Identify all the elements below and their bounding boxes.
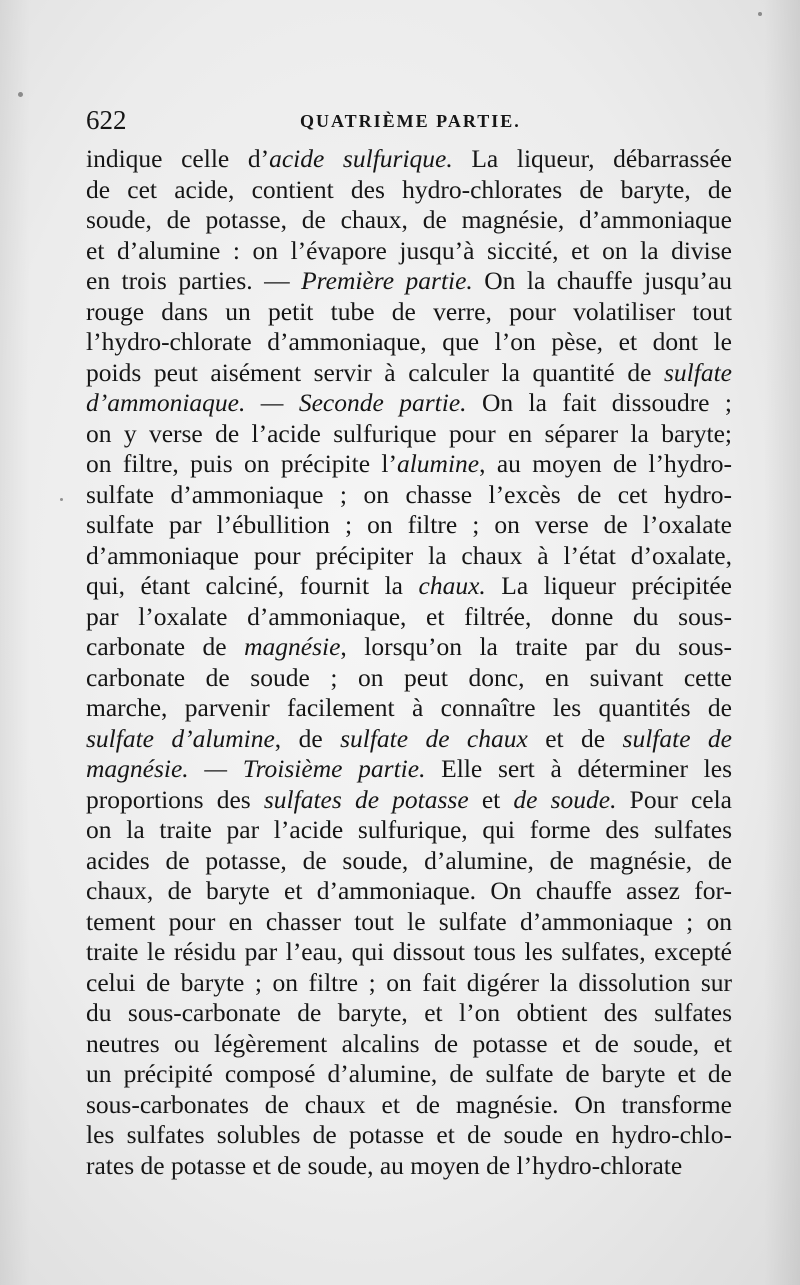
page-left-shadow	[0, 0, 30, 1285]
text-line	[86, 1029, 732, 1060]
text-run: poids peut aisément servir à calculer la quantité de	[86, 357, 664, 387]
text-line	[86, 602, 732, 633]
text-run: les sulfates solubles de potasse et de soude en hydro-chlo-	[86, 1120, 732, 1149]
text-line	[86, 266, 732, 297]
text-run: du sous-carbonate de baryte, et l’on obtient des sulfates	[86, 998, 732, 1027]
text-run: rouge dans un petit tube de verre, pour volatiliser tout	[86, 296, 732, 326]
text-line	[86, 1059, 732, 1090]
text-line	[86, 571, 732, 602]
text-line	[86, 510, 732, 541]
text-line	[86, 327, 732, 358]
text-run: sulfate par l’ébullition ; on filtre ; on verse de l’oxalate	[86, 510, 732, 539]
text-line	[86, 1090, 732, 1121]
text-run: Elle sert à déterminer les	[425, 754, 733, 783]
text-run: et d’alumine : on l’évapore jusqu’à siccité, et on la divise	[86, 235, 732, 265]
text-line	[86, 846, 732, 877]
text-run: , lorsqu’on la traite par du sous-	[340, 632, 732, 661]
italic-term: alumine	[396, 449, 480, 478]
text-line	[86, 1151, 732, 1182]
text-run: proportions des	[86, 784, 264, 814]
text-line	[86, 907, 732, 938]
text-run: on filtre, puis on précipite l’	[86, 449, 397, 478]
italic-term: d’ammoniaque. — Seconde partie.	[86, 388, 467, 417]
text-run: neutres ou légèrement alcalins de potasse et de soude, et	[86, 1028, 732, 1058]
text-run: Pour cela	[616, 784, 732, 814]
text-line	[86, 388, 732, 419]
text-line	[86, 541, 732, 572]
italic-term: magnésie	[244, 632, 341, 661]
text-line	[86, 998, 732, 1029]
text-run: on y verse de l’acide sulfurique pour en séparer la baryte;	[86, 418, 732, 448]
text-line	[86, 175, 732, 206]
text-line	[86, 419, 732, 450]
text-line	[86, 480, 732, 511]
text-run: marche, parvenir facilement à connaître les quantités de	[86, 693, 732, 722]
text-run: on la traite par l’acide sulfurique, qui forme des sulfates	[86, 815, 732, 844]
text-line	[86, 358, 732, 389]
text-line	[86, 205, 732, 236]
text-line	[86, 1120, 732, 1151]
text-line	[86, 632, 732, 663]
text-run: acides de potasse, de soude, d’alumine, de magnésie, de	[86, 845, 732, 875]
text-line	[86, 754, 732, 785]
text-run: et	[468, 784, 514, 814]
text-line	[86, 968, 732, 999]
italic-term: sulfate	[664, 357, 732, 387]
text-run: un précipité composé d’alumine, de sulfate de baryte et de	[86, 1059, 732, 1088]
text-line	[86, 297, 732, 328]
ink-speck	[758, 12, 762, 16]
text-run: soude, de potasse, de chaux, de magnésie, d’ammoniaque	[86, 205, 732, 234]
italic-term: sulfate de chaux	[340, 723, 528, 753]
text-run: par l’oxalate d’ammoniaque, et filtrée, donne du sous-	[86, 601, 732, 631]
text-line	[86, 693, 732, 724]
text-run: celui de baryte ; on filtre ; on fait digérer la dissolution sur	[86, 967, 732, 997]
ink-speck	[18, 92, 23, 97]
italic-term: chaux.	[418, 571, 486, 600]
running-title: QUATRIÈME PARTIE.	[300, 111, 521, 131]
ink-speck	[60, 498, 63, 501]
italic-term: sulfates de potasse	[263, 784, 469, 814]
text-run: , de	[274, 723, 341, 753]
italic-term: magnésie. — Troisième partie.	[86, 754, 426, 783]
text-line	[86, 785, 732, 816]
text-run: sous-carbonates de chaux et de magnésie. On transforme	[86, 1089, 732, 1119]
italic-term: sulfate de	[622, 723, 732, 753]
italic-term: acide sulfurique.	[269, 144, 453, 173]
text-run: chaux, de baryte et d’ammoniaque. On chauffe assez for-	[86, 876, 732, 905]
text-line	[86, 236, 732, 267]
text-run: qui, étant calciné, fournit la	[86, 571, 419, 600]
text-run: carbonate de soude ; on peut donc, en suivant cette	[86, 662, 732, 692]
text-run: La liqueur précipitée	[485, 571, 732, 600]
text-run: l’hydro-chlorate d’ammoniaque, que l’on pèse, et dont le	[86, 327, 732, 356]
text-run: en trois parties. —	[86, 266, 302, 295]
text-line	[86, 724, 732, 755]
italic-term: sulfate d’alumine	[86, 723, 275, 753]
text-run: rates de potasse et de soude, au moyen de l’hydro-chlorate	[86, 1150, 683, 1180]
italic-term: Première partie.	[301, 266, 473, 295]
text-run: carbonate de	[86, 632, 245, 661]
text-line	[86, 876, 732, 907]
text-run: traite le résidu par l’eau, qui dissout tous les sulfates, excepté	[86, 937, 732, 966]
italic-term: de soude.	[513, 784, 617, 814]
text-line	[86, 937, 732, 968]
text-run: La liqueur, débarrassée	[452, 144, 732, 173]
text-run: de cet acide, contient des hydro-chlorates de baryte, de	[86, 174, 732, 204]
page-number: 622	[86, 105, 127, 135]
text-line	[86, 663, 732, 694]
text-run: On la chauffe jusqu’au	[472, 266, 732, 295]
text-line	[86, 815, 732, 846]
text-run: indique celle d’	[86, 144, 270, 173]
page-right-shadow	[764, 0, 800, 1285]
text-line	[86, 449, 732, 480]
text-run: d’ammoniaque pour précipiter la chaux à l’état d’oxalate,	[86, 540, 732, 570]
running-head	[86, 100, 726, 140]
text-run: On la fait dissoudre ;	[466, 388, 733, 417]
text-run: et de	[527, 723, 623, 753]
text-line	[86, 144, 732, 175]
text-run: tement pour en chasser tout le sulfate d’ammoniaque ; on	[86, 906, 732, 936]
text-run: , au moyen de l’hydro-	[479, 449, 732, 478]
text-run: sulfate d’ammoniaque ; on chasse l’excès de cet hydro-	[86, 479, 732, 509]
body-text	[86, 144, 732, 1181]
